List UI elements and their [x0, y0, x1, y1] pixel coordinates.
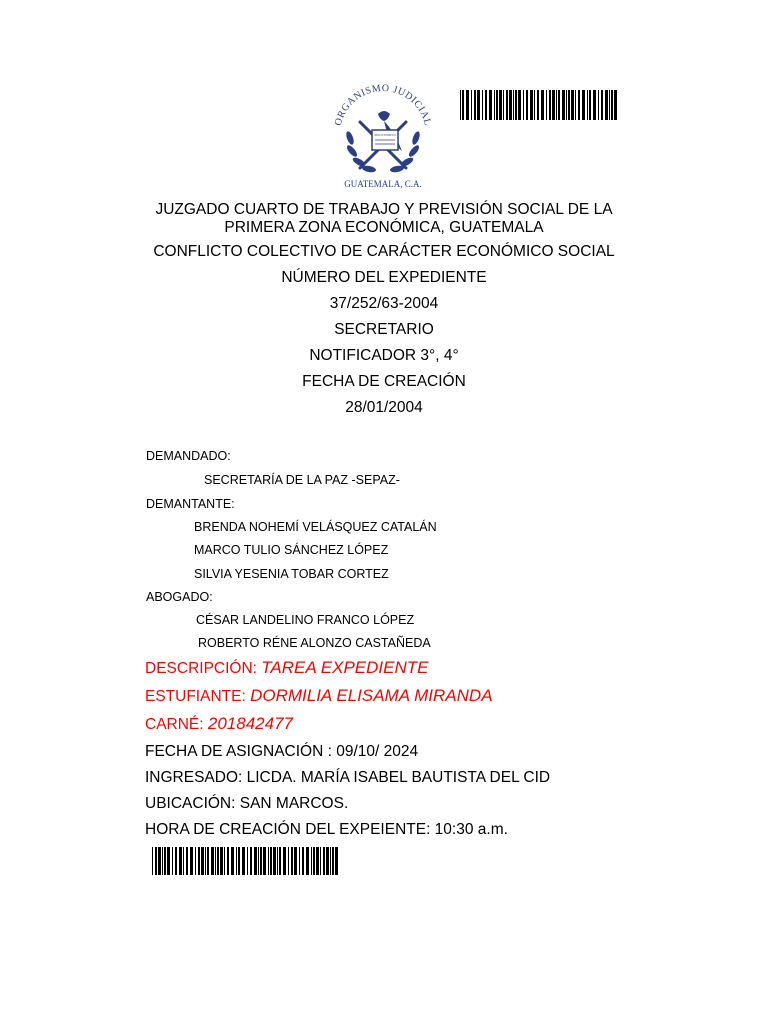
- barcode-bar: [330, 847, 331, 875]
- barcode-bar: [546, 90, 547, 120]
- barcode-bar: [506, 90, 508, 120]
- barcode-bar: [190, 847, 193, 875]
- barcode-bar: [489, 90, 492, 120]
- barcode-bar: [242, 847, 245, 875]
- barcode-bar: [335, 847, 338, 875]
- fecha-creacion-value: 28/01/2004: [345, 399, 423, 416]
- barcode-bar: [332, 847, 334, 875]
- secretario-label: SECRETARIO: [334, 321, 434, 338]
- barcode-top: [460, 90, 620, 120]
- barcode-bar: [250, 847, 252, 875]
- barcode-bar: [589, 90, 591, 120]
- seal-top-text: ORGANISMO JUDICIAL: [332, 82, 434, 127]
- barcode-bar: [462, 90, 464, 120]
- demandante-name: SILVIA YESENIA TOBAR CORTEZ: [194, 567, 389, 581]
- barcode-bar: [460, 90, 461, 120]
- barcode-bar: [526, 90, 528, 120]
- barcode-bar: [279, 847, 281, 875]
- barcode-bar: [320, 847, 321, 875]
- carne-value: 201842477: [207, 714, 293, 733]
- demandante-label: DEMANTANTE:: [146, 497, 235, 511]
- barcode-bar: [263, 847, 266, 875]
- carne-row: [145, 714, 293, 735]
- barcode-bar: [294, 847, 297, 875]
- barcode-bar: [288, 847, 289, 875]
- barcode-bar: [220, 847, 223, 875]
- demandado-name: SECRETARÍA DE LA PAZ -SEPAZ-: [204, 473, 400, 487]
- barcode-bar: [158, 847, 161, 875]
- barcode-bar: [593, 90, 596, 120]
- barcode-bar: [534, 90, 535, 120]
- barcode-bar: [283, 847, 286, 875]
- barcode-bar: [260, 847, 262, 875]
- barcode-bar: [568, 90, 570, 120]
- barcode-bar: [215, 847, 216, 875]
- barcode-bar: [541, 90, 544, 120]
- barcode-bar: [186, 847, 188, 875]
- barcode-bar: [515, 90, 517, 120]
- barcode-bar: [562, 90, 565, 120]
- barcode-bar: [530, 90, 533, 120]
- barcode-bar: [605, 90, 608, 120]
- barcode-bar: [499, 90, 502, 120]
- barcode-bar: [578, 90, 580, 120]
- barcode-bar: [496, 90, 498, 120]
- barcode-bottom: [152, 847, 340, 875]
- fecha-creacion-label: FECHA DE CREACIÓN: [302, 373, 466, 390]
- barcode-bar: [471, 90, 472, 120]
- expediente-number: 37/252/63-2004: [329, 295, 439, 312]
- barcode-bar: [509, 90, 512, 120]
- barcode-bar: [601, 90, 603, 120]
- barcode-bar: [247, 847, 248, 875]
- barcode-bar: [238, 847, 240, 875]
- ubicacion: UBICACIÓN: SAN MARCOS.: [145, 795, 349, 812]
- barcode-bar: [466, 90, 469, 120]
- demandante-name: MARCO TULIO SÁNCHEZ LÓPEZ: [194, 543, 389, 557]
- barcode-bar: [311, 847, 312, 875]
- barcode-bar: [175, 847, 177, 875]
- barcode-bar: [518, 90, 521, 120]
- barcode-bar: [172, 847, 173, 875]
- demandante-name: BRENDA NOHEMÍ VELÁSQUEZ CATALÁN: [194, 520, 437, 534]
- barcode-bar: [162, 847, 163, 875]
- barcode-bar: [217, 847, 219, 875]
- barcode-bar: [268, 847, 269, 875]
- barcode-bar: [201, 847, 204, 875]
- abogado-label: ABOGADO:: [146, 590, 213, 604]
- descripcion-label: DESCRIPCIÓN:: [145, 660, 257, 677]
- barcode-bar: [211, 847, 214, 875]
- hora-creacion: HORA DE CREACIÓN DEL EXPEIENTE: 10:30 a.m.: [145, 821, 508, 838]
- descripcion-value: TAREA EXPEDIENTE: [261, 658, 429, 677]
- ingresado: INGRESADO: LICDA. MARÍA ISABEL BAUTISTA DEL CID: [145, 769, 551, 786]
- barcode-bar: [326, 847, 329, 875]
- notificador-label: NOTIFICADOR 3°, 4°: [309, 347, 459, 364]
- barcode-bar: [205, 847, 206, 875]
- barcode-bar: [611, 90, 613, 120]
- barcode-bar: [227, 847, 229, 875]
- barcode-bar: [179, 847, 182, 875]
- estudiante-label: ESTUFIANTE:: [145, 688, 246, 705]
- barcode-bar: [291, 847, 293, 875]
- demandado-label: DEMANDADO:: [146, 449, 231, 463]
- barcode-bar: [598, 90, 599, 120]
- barcode-bar: [575, 90, 576, 120]
- barcode-bar: [558, 90, 560, 120]
- barcode-bar: [313, 847, 315, 875]
- estudiante-row: [145, 686, 493, 707]
- court-name-line1: JUZGADO CUARTO DE TRABAJO Y PREVISIÓN SOCIAL DE LA: [155, 201, 613, 218]
- barcode-bar: [270, 847, 272, 875]
- barcode-bar: [207, 847, 209, 875]
- barcode-bar: [195, 847, 196, 875]
- barcode-bar: [494, 90, 495, 120]
- barcode-bar: [513, 90, 514, 120]
- barcode-bar: [198, 847, 200, 875]
- barcode-bar: [566, 90, 567, 120]
- barcode-bar: [477, 90, 480, 120]
- seal-bottom-text: GUATEMALA, C.A.: [344, 179, 422, 189]
- barcode-bar: [323, 847, 325, 875]
- abogado-name: CÉSAR LANDELINO FRANCO LÓPEZ: [196, 613, 415, 627]
- descripcion-row: [145, 658, 428, 679]
- conflict-type: CONFLICTO COLECTIVO DE CARÁCTER ECONÓMICO SOCIAL: [153, 243, 615, 260]
- barcode-bar: [582, 90, 585, 120]
- barcode-bar: [152, 847, 153, 875]
- barcode-bar: [277, 847, 278, 875]
- barcode-bar: [503, 90, 504, 120]
- abogado-name: ROBERTO RÉNE ALONZO CASTAÑEDA: [198, 636, 431, 650]
- barcode-bar: [273, 847, 276, 875]
- barcode-bar: [537, 90, 539, 120]
- barcode-bar: [224, 847, 225, 875]
- barcode-bar: [167, 847, 170, 875]
- seal-scroll-text: LIBERTAD 15 DE SEPTIEMBRE DE 1821: [374, 133, 397, 137]
- barcode-bar: [571, 90, 574, 120]
- barcode-bar: [549, 90, 551, 120]
- barcode-bar: [236, 847, 237, 875]
- barcode-bar: [552, 90, 555, 120]
- barcode-bar: [523, 90, 524, 120]
- barcode-bar: [614, 90, 617, 120]
- barcode-bar: [474, 90, 476, 120]
- barcode-bar: [164, 847, 166, 875]
- carne-label: CARNÉ:: [145, 716, 204, 733]
- barcode-bar: [254, 847, 257, 875]
- barcode-bar: [316, 847, 319, 875]
- court-name-line2: PRIMERA ZONA ECONÓMICA, GUATEMALA: [224, 219, 544, 236]
- barcode-bar: [485, 90, 487, 120]
- barcode-bar: [556, 90, 557, 120]
- barcode-bar: [587, 90, 588, 120]
- barcode-bar: [231, 847, 234, 875]
- estudiante-value: DORMILIA ELISAMA MIRANDA: [250, 686, 493, 705]
- barcode-bar: [155, 847, 157, 875]
- expediente-label: NÚMERO DEL EXPEDIENTE: [281, 269, 487, 286]
- fecha-asignacion: FECHA DE ASIGNACIÓN : 09/10/ 2024: [145, 743, 419, 760]
- barcode-bar: [306, 847, 309, 875]
- organismo-judicial-seal-icon: [326, 76, 440, 190]
- barcode-bar: [302, 847, 304, 875]
- barcode-bar: [258, 847, 259, 875]
- barcode-bar: [299, 847, 300, 875]
- barcode-bar: [609, 90, 610, 120]
- barcode-bar: [183, 847, 184, 875]
- barcode-bar: [482, 90, 483, 120]
